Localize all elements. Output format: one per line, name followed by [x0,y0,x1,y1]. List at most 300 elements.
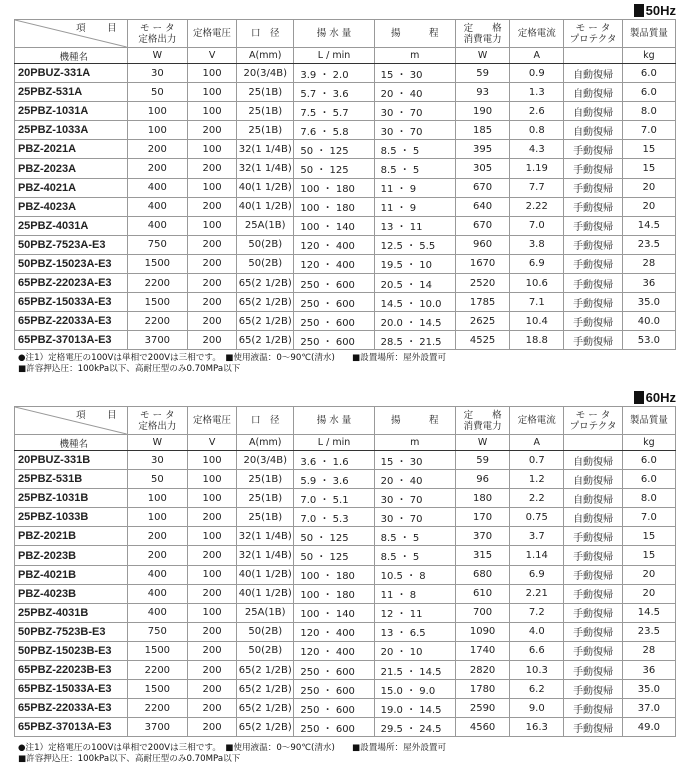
header-line: 定 格 [463,409,502,421]
spec-cell: 250 ・ 600 [294,718,374,737]
spec-cell: 100 [127,489,187,508]
header-line: 口 径 [250,415,280,426]
header-line: プロテクタ [569,33,617,45]
spec-cell: 100 [188,470,237,489]
unit-cell: m [374,435,455,451]
header-item-cell [15,407,128,435]
black-square-icon [634,4,644,17]
spec-cell: 2.22 [510,197,564,216]
spec-cell: 100 [127,508,187,527]
spec-cell: 96 [455,470,509,489]
spec-cell: 手動復帰 [564,546,622,565]
header-line: 口 径 [250,28,280,39]
table-row [15,546,676,565]
spec-cell: 50 ・ 125 [294,159,374,178]
spec-cell: 190 [455,102,509,121]
spec-cell: 7.0 ・ 5.1 [294,489,374,508]
spec-cell: 5.7 ・ 3.6 [294,83,374,102]
table-row [15,102,676,121]
spec-cell: 305 [455,159,509,178]
header-col-2 [188,20,237,48]
unit-cell: V [188,48,237,64]
spec-cell: 65(2 1/2B) [237,293,294,312]
spec-cell: 200 [188,159,237,178]
spec-cell: 65(2 1/2B) [237,274,294,293]
spec-cell: 8.5 ・ 5 [374,159,455,178]
spec-cell: 0.8 [510,121,564,140]
header-line: 揚 程 [391,28,439,39]
spec-cell: 100 [188,603,237,622]
spec-cell: 59 [455,64,509,83]
table-row [15,178,676,197]
spec-cell: 10.6 [510,274,564,293]
spec-cell: 15 [622,159,675,178]
spec-cell: 200 [188,121,237,140]
spec-cell: 200 [188,584,237,603]
spec-cell: 50(2B) [237,235,294,254]
header-line: 定格電流 [517,28,556,39]
table-row [15,489,676,508]
spec-cell: 120 ・ 400 [294,235,374,254]
model-name: 25PBZ-1033A [15,121,128,140]
spec-cell: 8.0 [622,489,675,508]
spec-cell: 100 [188,489,237,508]
spec-cell: 1785 [455,293,509,312]
spec-cell: 36 [622,661,675,680]
header-col-9 [622,20,675,48]
spec-cell: 680 [455,565,509,584]
spec-cell: 200 [188,546,237,565]
spec-cell: 9.0 [510,699,564,718]
model-name: 25PBZ-531B [15,470,128,489]
spec-cell: 14.5 [622,603,675,622]
black-square-icon [634,391,644,404]
spec-cell: 250 ・ 600 [294,312,374,331]
header-line: モ ー タ [575,22,611,34]
model-name: 25PBZ-1031A [15,102,128,121]
spec-cell: 23.5 [622,622,675,641]
spec-cell: 120 ・ 400 [294,641,374,660]
spec-cell: 25(1B) [237,470,294,489]
spec-cell: 65(2 1/2B) [237,718,294,737]
spec-cell: 手動復帰 [564,603,622,622]
unit-cell [564,435,622,451]
spec-cell: 960 [455,235,509,254]
spec-cell: 1.3 [510,83,564,102]
spec-cell: 250 ・ 600 [294,680,374,699]
unit-cell: W [127,435,187,451]
spec-cell: 25(1B) [237,489,294,508]
spec-cell: 手動復帰 [564,235,622,254]
spec-cell: 手動復帰 [564,527,622,546]
spec-cell: 2590 [455,699,509,718]
spec-cell: 65(2 1/2B) [237,699,294,718]
spec-cell: 29.5 ・ 24.5 [374,718,455,737]
header-line: 定格電圧 [193,415,232,426]
spec-cell: 12 ・ 11 [374,603,455,622]
spec-cell: 28.5 ・ 21.5 [374,331,455,350]
spec-cell: 7.6 ・ 5.8 [294,121,374,140]
spec-cell: 手動復帰 [564,197,622,216]
spec-cell: 16.3 [510,718,564,737]
header-line: モ ー タ [575,409,611,421]
table-row [15,197,676,216]
spec-cell: 7.0 ・ 5.3 [294,508,374,527]
spec-cell: 200 [188,293,237,312]
spec-cell: 25(1B) [237,102,294,121]
spec-cell: 7.7 [510,178,564,197]
header-col-1 [127,407,187,435]
header-line: 定格電圧 [193,28,232,39]
spec-cell: 200 [188,312,237,331]
table-row [15,718,676,737]
header-col-7 [510,407,564,435]
spec-cell: 100 [188,451,237,470]
spec-cell: 0.75 [510,508,564,527]
header-line: プロテクタ [569,420,617,432]
spec-cell: 3700 [127,718,187,737]
spec-cell: 18.8 [510,331,564,350]
freq-text: 60Hz [645,389,676,405]
spec-cell: 20(3/4B) [237,64,294,83]
spec-cell: 13 ・ 11 [374,216,455,235]
table-row [15,216,676,235]
spec-cell: 手動復帰 [564,178,622,197]
header-line: 揚 水 量 [316,415,352,426]
spec-cell: 4.0 [510,622,564,641]
spec-cell: 1500 [127,680,187,699]
spec-cell: 670 [455,216,509,235]
model-name: PBZ-2021B [15,527,128,546]
spec-cell: 23.5 [622,235,675,254]
spec-cell: 50 ・ 125 [294,140,374,159]
table-row [15,159,676,178]
model-name: 20PBUZ-331A [15,64,128,83]
spec-cell: 400 [127,565,187,584]
spec-cell: 8.5 ・ 5 [374,546,455,565]
spec-cell: 手動復帰 [564,274,622,293]
spec-cell: 53.0 [622,331,675,350]
spec-cell: 6.0 [622,470,675,489]
spec-cell: 10.5 ・ 8 [374,565,455,584]
table-row [15,508,676,527]
spec-cell: 20 ・ 40 [374,83,455,102]
header-line: 揚 程 [391,415,439,426]
header-line: 定 格 [463,22,502,34]
spec-cell: 20.0 ・ 14.5 [374,312,455,331]
spec-cell: 8.0 [622,102,675,121]
model-name: 50PBZ-15023B-E3 [15,641,128,660]
spec-cell: 2200 [127,274,187,293]
spec-cell: 1500 [127,293,187,312]
spec-cell: 12.5 ・ 5.5 [374,235,455,254]
spec-cell: 120 ・ 400 [294,254,374,273]
spec-cell: 370 [455,527,509,546]
spec-cell: 1500 [127,254,187,273]
spec-cell: 40(1 1/2B) [237,178,294,197]
unit-cell: W [127,48,187,64]
model-name: 65PBZ-22033A-E3 [15,312,128,331]
spec-cell: 自動復帰 [564,508,622,527]
spec-cell: 93 [455,83,509,102]
spec-cell: 50 [127,470,187,489]
spec-cell: 100 ・ 180 [294,178,374,197]
spec-cell: 3700 [127,331,187,350]
header-line: 製品質量 [629,415,668,426]
header-col-4 [294,407,374,435]
spec-cell: 6.0 [622,451,675,470]
model-name: 50PBZ-7523A-E3 [15,235,128,254]
header-line: 消費電力 [463,33,502,45]
unit-cell: kg [622,435,675,451]
spec-cell: 6.0 [622,64,675,83]
header-col-5 [374,407,455,435]
spec-cell: 40.0 [622,312,675,331]
spec-cell: 15 [622,546,675,565]
unit-cell: A [510,435,564,451]
spec-cell: 11 ・ 8 [374,584,455,603]
spec-cell: 200 [188,331,237,350]
spec-cell: 15.0 ・ 9.0 [374,680,455,699]
spec-cell: 15 [622,140,675,159]
spec-cell: 400 [127,197,187,216]
spec-cell: 3.7 [510,527,564,546]
table-row [15,293,676,312]
model-name: PBZ-4021A [15,178,128,197]
spec-cell: 36 [622,274,675,293]
spec-cell: 手動復帰 [564,641,622,660]
unit-cell: W [455,435,509,451]
note-line: ■許容押込圧：100kPa以下、高耐圧型のみ0.70MPa以下 [18,754,241,764]
spec-cell: 20.5 ・ 14 [374,274,455,293]
table-row [15,470,676,489]
spec-cell: 2820 [455,661,509,680]
model-name: 65PBZ-37013A-E3 [15,718,128,737]
spec-cell: 手動復帰 [564,699,622,718]
spec-cell: 4525 [455,331,509,350]
freq-label-60hz [634,389,676,405]
spec-cell: 250 ・ 600 [294,699,374,718]
spec-cell: 自動復帰 [564,102,622,121]
spec-cell: 40(1 1/2B) [237,584,294,603]
spec-cell: 11 ・ 9 [374,178,455,197]
spec-cell: 自動復帰 [564,121,622,140]
spec-cell: 400 [127,603,187,622]
spec-cell: 100 [188,565,237,584]
model-name: 65PBZ-22023B-E3 [15,661,128,680]
spec-cell: 100 ・ 180 [294,584,374,603]
spec-cell: 200 [188,661,237,680]
spec-cell: 200 [188,197,237,216]
note-line: ●注1）定格電圧の100Vは単相で200Vは三相です。 ■使用液温：0～90℃(清水) ■設置場所：屋外設置可 [18,743,447,753]
spec-cell: 1780 [455,680,509,699]
spec-cell: 100 ・ 180 [294,565,374,584]
spec-cell: 65(2 1/2B) [237,680,294,699]
header-line: 消費電力 [463,420,502,432]
spec-cell: 100 [188,178,237,197]
table-row [15,641,676,660]
table-row [15,64,676,83]
spec-cell: 185 [455,121,509,140]
unit-cell: A [510,48,564,64]
header-line: 製品質量 [629,28,668,39]
spec-cell: 手動復帰 [564,584,622,603]
spec-cell: 10.4 [510,312,564,331]
spec-cell: 手動復帰 [564,718,622,737]
header-col-6 [455,20,509,48]
spec-cell: 30 [127,451,187,470]
spec-cell: 15 ・ 30 [374,451,455,470]
spec-cell: 8.5 ・ 5 [374,140,455,159]
spec-cell: 25(1B) [237,121,294,140]
spec-cell: 200 [188,718,237,737]
header-col-8 [564,407,622,435]
spec-cell: 0.7 [510,451,564,470]
table-row [15,83,676,102]
spec-cell: 2625 [455,312,509,331]
spec-cell: 49.0 [622,718,675,737]
spec-cell: 200 [127,140,187,159]
model-name: 25PBZ-1031B [15,489,128,508]
spec-cell: 700 [455,603,509,622]
spec-cell: 20 [622,584,675,603]
model-name: 65PBZ-22033A-E3 [15,699,128,718]
spec-cell: 1090 [455,622,509,641]
header-col-3 [237,20,294,48]
spec-cell: 200 [188,622,237,641]
spec-cell: 20 ・ 10 [374,641,455,660]
model-name: 25PBZ-4031A [15,216,128,235]
spec-cell: 40(1 1/2B) [237,565,294,584]
header-item-label: 項 目 [76,23,123,34]
model-name: PBZ-2021A [15,140,128,159]
spec-cell: 25A(1B) [237,603,294,622]
spec-cell: 32(1 1/4B) [237,546,294,565]
spec-table-50hz [14,19,676,350]
header-col-2 [188,407,237,435]
unit-cell: W [455,48,509,64]
spec-cell: 37.0 [622,699,675,718]
spec-cell: 7.2 [510,603,564,622]
spec-cell: 400 [127,216,187,235]
spec-table [14,19,676,350]
spec-cell: 手動復帰 [564,159,622,178]
spec-cell: 13 ・ 6.5 [374,622,455,641]
spec-cell: 65(2 1/2B) [237,661,294,680]
spec-cell: 自動復帰 [564,451,622,470]
spec-cell: 670 [455,178,509,197]
unit-cell: kg [622,48,675,64]
freq-text: 50Hz [645,2,676,18]
spec-cell: 20(3/4B) [237,451,294,470]
spec-cell: 7.0 [622,508,675,527]
spec-cell: 100 [127,102,187,121]
spec-cell: 200 [188,680,237,699]
spec-cell: 6.2 [510,680,564,699]
spec-cell: 315 [455,546,509,565]
spec-cell: 15 ・ 30 [374,64,455,83]
spec-cell: 20 ・ 40 [374,470,455,489]
model-name: 65PBZ-22023A-E3 [15,274,128,293]
spec-cell: 35.0 [622,293,675,312]
spec-cell: 2.6 [510,102,564,121]
spec-cell: 1.19 [510,159,564,178]
spec-cell: 7.0 [510,216,564,235]
spec-cell: 50 ・ 125 [294,546,374,565]
freq-label-50hz [634,2,676,18]
spec-cell: 自動復帰 [564,64,622,83]
spec-cell: 6.9 [510,254,564,273]
spec-cell: 2.21 [510,584,564,603]
model-name-label: 機種名 [15,435,128,451]
spec-cell: 250 ・ 600 [294,331,374,350]
spec-cell: 2200 [127,699,187,718]
spec-cell: 32(1 1/4B) [237,159,294,178]
spec-cell: 750 [127,235,187,254]
model-name: 65PBZ-37013A-E3 [15,331,128,350]
spec-cell: 100 [188,102,237,121]
header-col-6 [455,407,509,435]
spec-cell: 200 [188,274,237,293]
spec-cell: 20 [622,178,675,197]
header-col-5 [374,20,455,48]
spec-cell: 750 [127,622,187,641]
header-col-7 [510,20,564,48]
spec-cell: 19.5 ・ 10 [374,254,455,273]
spec-cell: 200 [127,546,187,565]
spec-cell: 180 [455,489,509,508]
table-row [15,331,676,350]
spec-cell: 1740 [455,641,509,660]
spec-cell: 4.3 [510,140,564,159]
spec-cell: 11 ・ 9 [374,197,455,216]
spec-cell: 自動復帰 [564,489,622,508]
model-name: PBZ-2023A [15,159,128,178]
spec-cell: 25(1B) [237,508,294,527]
header-col-4 [294,20,374,48]
spec-cell: 100 ・ 140 [294,603,374,622]
header-col-9 [622,407,675,435]
spec-cell: 100 [127,121,187,140]
spec-cell: 25(1B) [237,83,294,102]
spec-cell: 200 [188,235,237,254]
table-row [15,565,676,584]
spec-cell: 20 [622,565,675,584]
table-row [15,254,676,273]
spec-cell: 200 [188,508,237,527]
unit-cell: A(mm) [237,435,294,451]
spec-cell: 6.6 [510,641,564,660]
spec-cell: 10.3 [510,661,564,680]
spec-cell: 3.9 ・ 2.0 [294,64,374,83]
spec-cell: 59 [455,451,509,470]
spec-cell: 3.6 ・ 1.6 [294,451,374,470]
spec-cell: 手動復帰 [564,254,622,273]
table-row [15,527,676,546]
spec-cell: 手動復帰 [564,140,622,159]
spec-cell: 170 [455,508,509,527]
header-line: モ ー タ [140,22,175,34]
spec-cell: 610 [455,584,509,603]
spec-cell: 50(2B) [237,641,294,660]
unit-cell: L / min [294,48,374,64]
header-col-8 [564,20,622,48]
spec-cell: 100 [188,140,237,159]
spec-cell: 7.0 [622,121,675,140]
spec-cell: 200 [127,159,187,178]
spec-cell: 手動復帰 [564,622,622,641]
spec-cell: 5.9 ・ 3.6 [294,470,374,489]
